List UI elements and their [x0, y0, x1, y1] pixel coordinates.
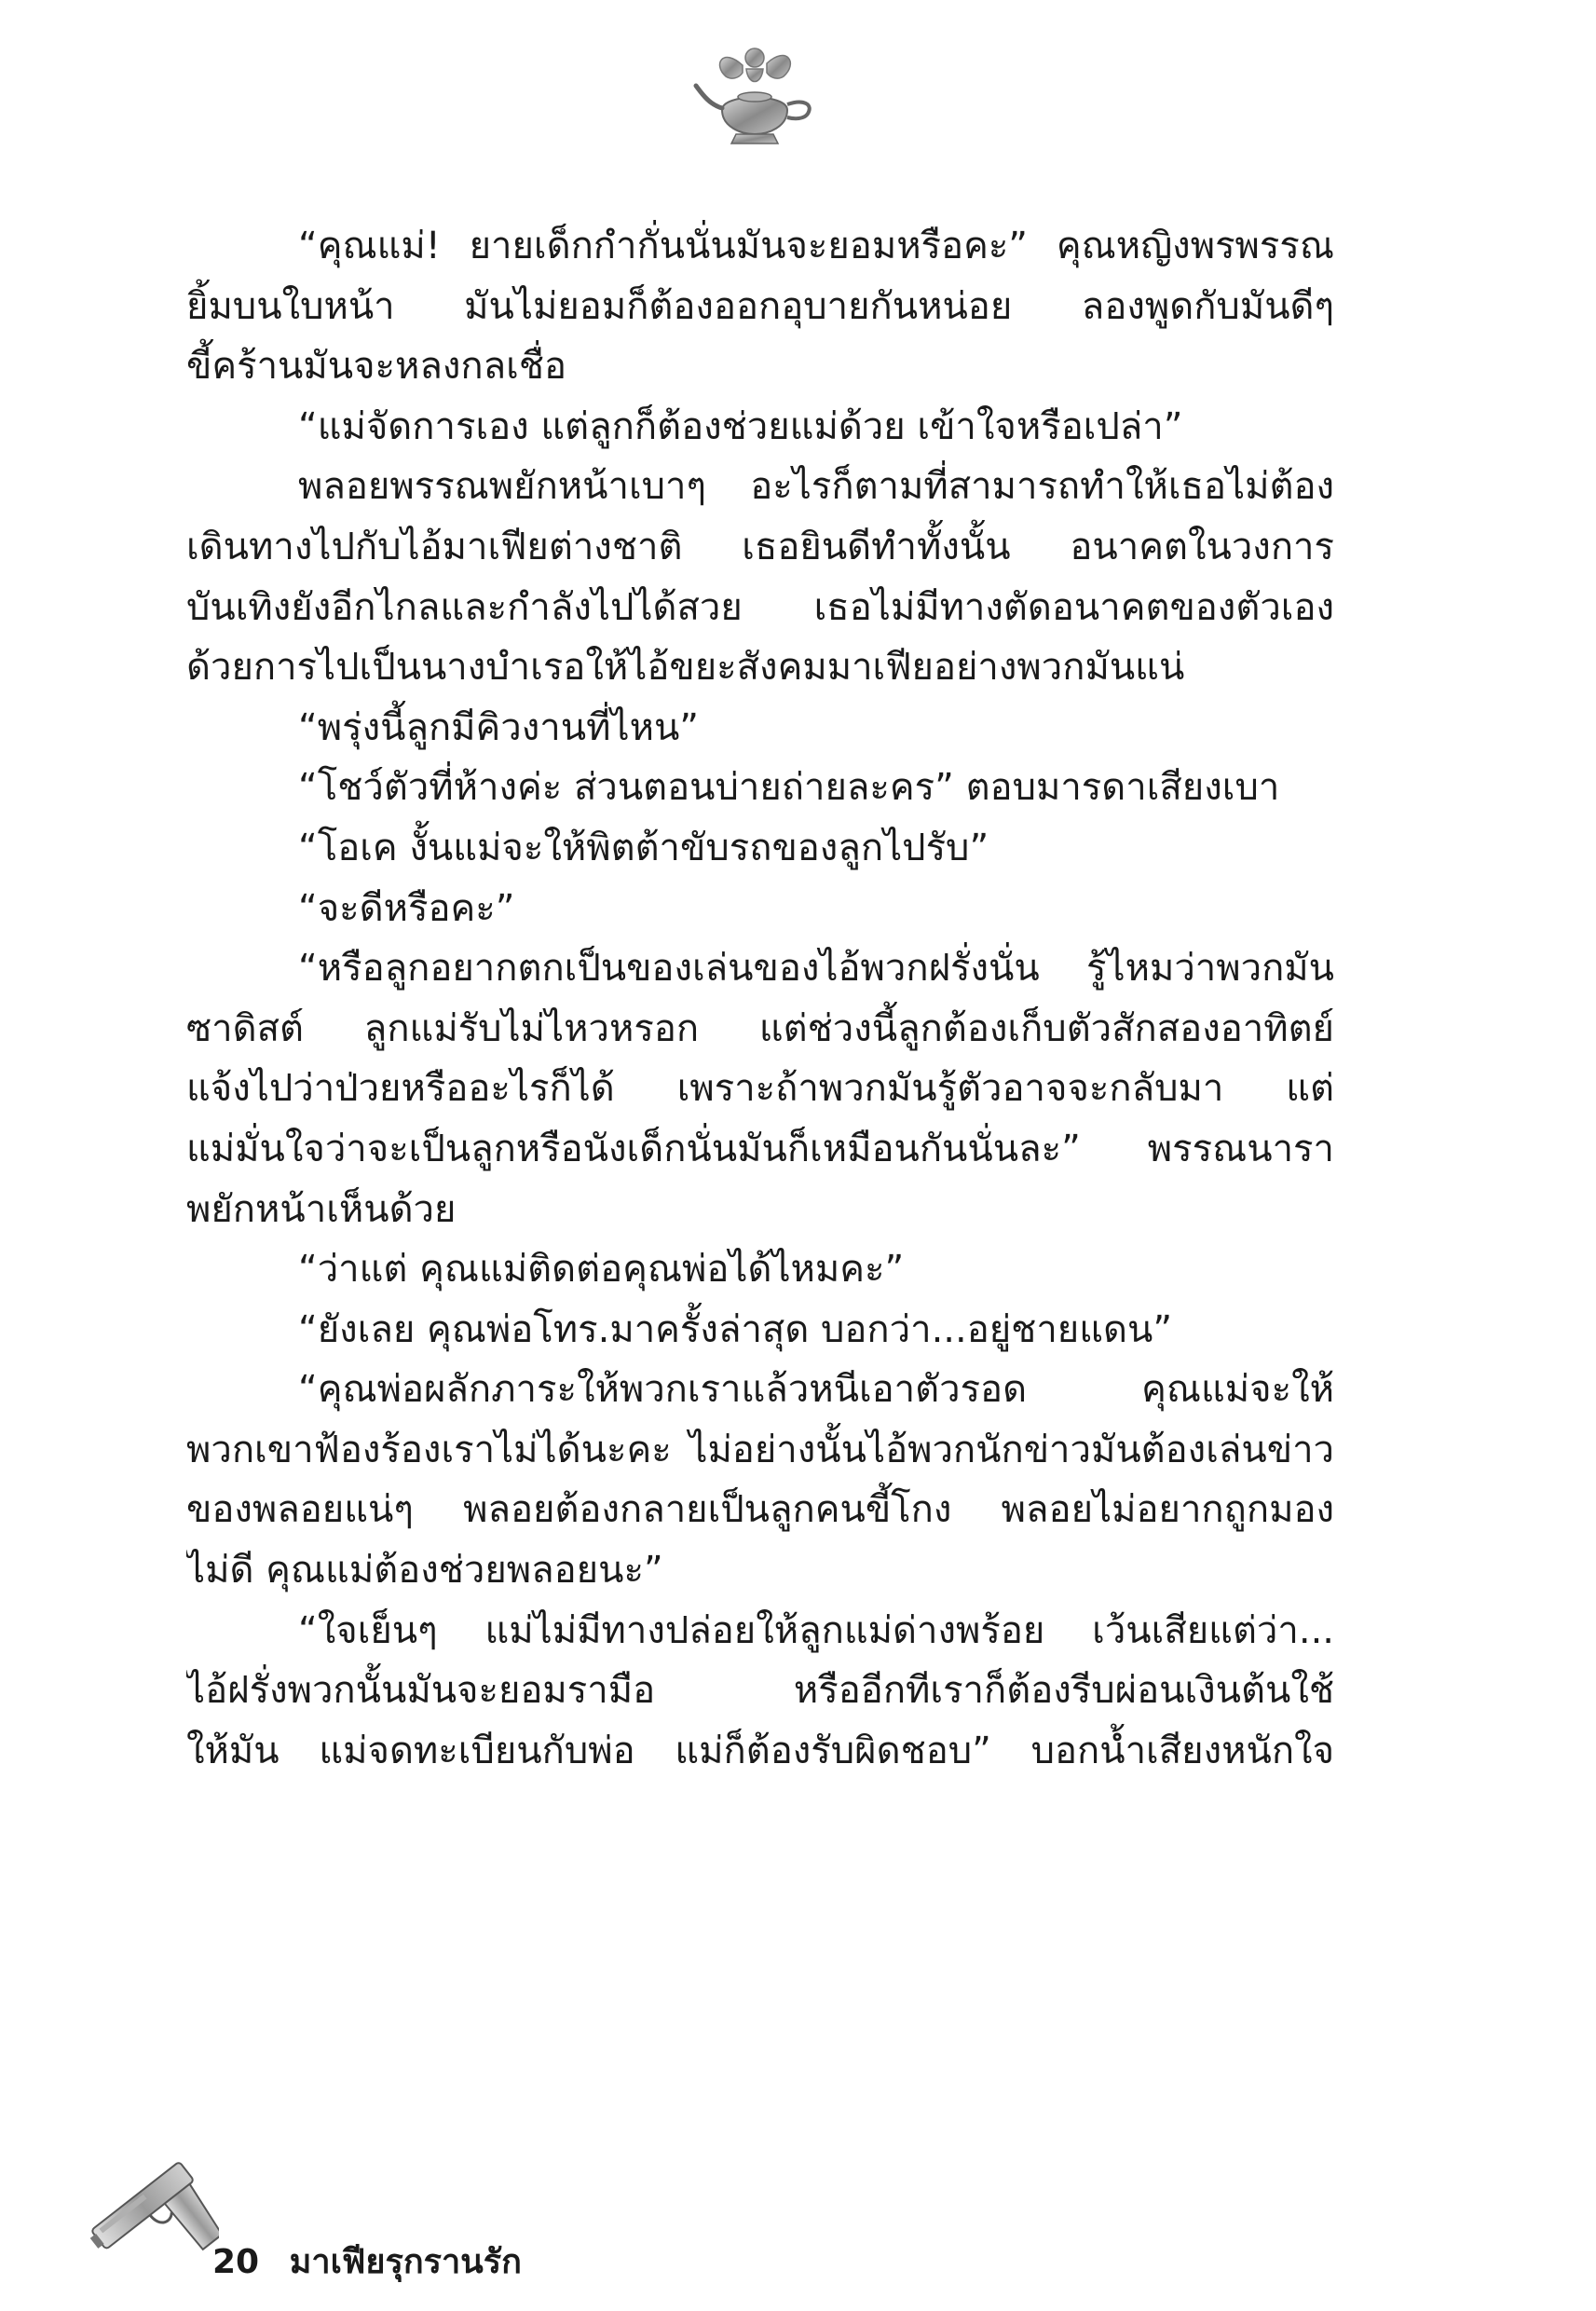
text-line: “หรือลูกอยากตกเป็นของเล่นของไอ้พวกฝรั่งนั่น รู้ไหมว่าพวกมัน [298, 947, 1334, 991]
page-footer [212, 2235, 522, 2288]
body-text [186, 216, 1334, 1781]
text-line: “จะดีหรือคะ” [298, 886, 515, 930]
text-line: “ยังเลย คุณพ่อโทร.มาครั้งล่าสุด บอกว่า...อยู่ชายแดน” [298, 1307, 1173, 1351]
text-line: แจ้งไปว่าป่วยหรืออะไรก็ได้ เพราะถ้าพวกมันรู้ตัวอาจจะกลับมา แต่ [186, 1067, 1334, 1111]
text-line: พวกเขาฟ้องร้องเราไม่ได้นะคะ ไม่อย่างนั้นไอ้พวกนักข่าวมันต้องเล่นข่าว [186, 1428, 1334, 1471]
text-line: ยิ้มบนใบหน้า มันไม่ยอมก็ต้องออกอุบายกันหน่อย ลองพูดกับมันดีๆ [186, 284, 1334, 328]
text-line: “โอเค งั้นแม่จะให้พิตต้าขับรถของลูกไปรับ” [298, 826, 989, 869]
text-line: ของพลอยแน่ๆ พลอยต้องกลายเป็นลูกคนขี้โกง พลอยไม่อยากถูกมอง [186, 1488, 1334, 1532]
text-line: ให้มัน แม่จดทะเบียนกับพ่อ แม่ก็ต้องรับผิดชอบ” บอกน้ำเสียงหนักใจ [186, 1729, 1334, 1772]
text-line: “ใจเย็นๆ แม่ไม่มีทางปล่อยให้ลูกแม่ด่างพร้อย เว้นเสียแต่ว่า... [298, 1608, 1334, 1652]
text-line: “พรุ่งนี้ลูกมีคิวงานที่ไหน” [298, 705, 700, 749]
text-line: “คุณแม่! ยายเด็กกำกั่นนั่นมันจะยอมหรือคะ” คุณหญิงพรพรรณ [298, 225, 1334, 267]
book-title: มาเฟียรุกรานรัก [289, 2243, 522, 2281]
text-line: “คุณพ่อผลักภาระให้พวกเราแล้วหนีเอาตัวรอด คุณแม่จะให้ [298, 1368, 1334, 1412]
text-line: ซาดิสต์ ลูกแม่รับไม่ไหวหรอก แต่ช่วงนี้ลูกต้องเก็บตัวสักสองอาทิตย์ [186, 1006, 1334, 1050]
text-line: เดินทางไปกับไอ้มาเฟียต่างชาติ เธอยินดีทำทั้งนั้น อนาคตในวงการ [186, 525, 1334, 568]
text-line: ด้วยการไปเป็นนางบำเรอให้ไอ้ขยะสังคมมาเฟียอย่างพวกมันแน่ [186, 646, 1185, 690]
text-line: ไม่ดี คุณแม่ต้องช่วยพลอยนะ” [186, 1549, 663, 1593]
cupid-teapot-ornament-icon [685, 37, 825, 158]
text-line: ขี้คร้านมันจะหลงกลเชื่อ [186, 345, 567, 389]
text-line: แม่มั่นใจว่าจะเป็นลูกหรือนังเด็กนั่นมันก็เหมือนกันนั่นละ” พรรณนารา [186, 1127, 1334, 1170]
text-line: “โชว์ตัวที่ห้างค่ะ ส่วนตอนบ่ายถ่ายละคร” ตอบมารดาเสียงเบา [298, 766, 1280, 810]
text-line: บันเทิงยังอีกไกลและกำลังไปได้สวย เธอไม่มีทางตัดอนาคตของตัวเอง [186, 585, 1334, 629]
text-line: “แม่จัดการเอง แต่ลูกก็ต้องช่วยแม่ด้วย เข้าใจหรือเปล่า” [298, 404, 1183, 448]
text-line: ไอ้ฝรั่งพวกนั้นมันจะยอมรามือ หรืออีกทีเราก็ต้องรีบผ่อนเงินต้นใช้ [186, 1669, 1334, 1713]
text-line: พยักหน้าเห็นด้วย [186, 1187, 457, 1231]
text-line: “ว่าแต่ คุณแม่ติดต่อคุณพ่อได้ไหมคะ” [298, 1248, 905, 1292]
text-line: พลอยพรรณพยักหน้าเบาๆ อะไรก็ตามที่สามารถทำให้เธอไม่ต้อง [298, 465, 1334, 509]
page-number: 20 [212, 2243, 260, 2281]
pistol-icon [84, 2134, 219, 2292]
